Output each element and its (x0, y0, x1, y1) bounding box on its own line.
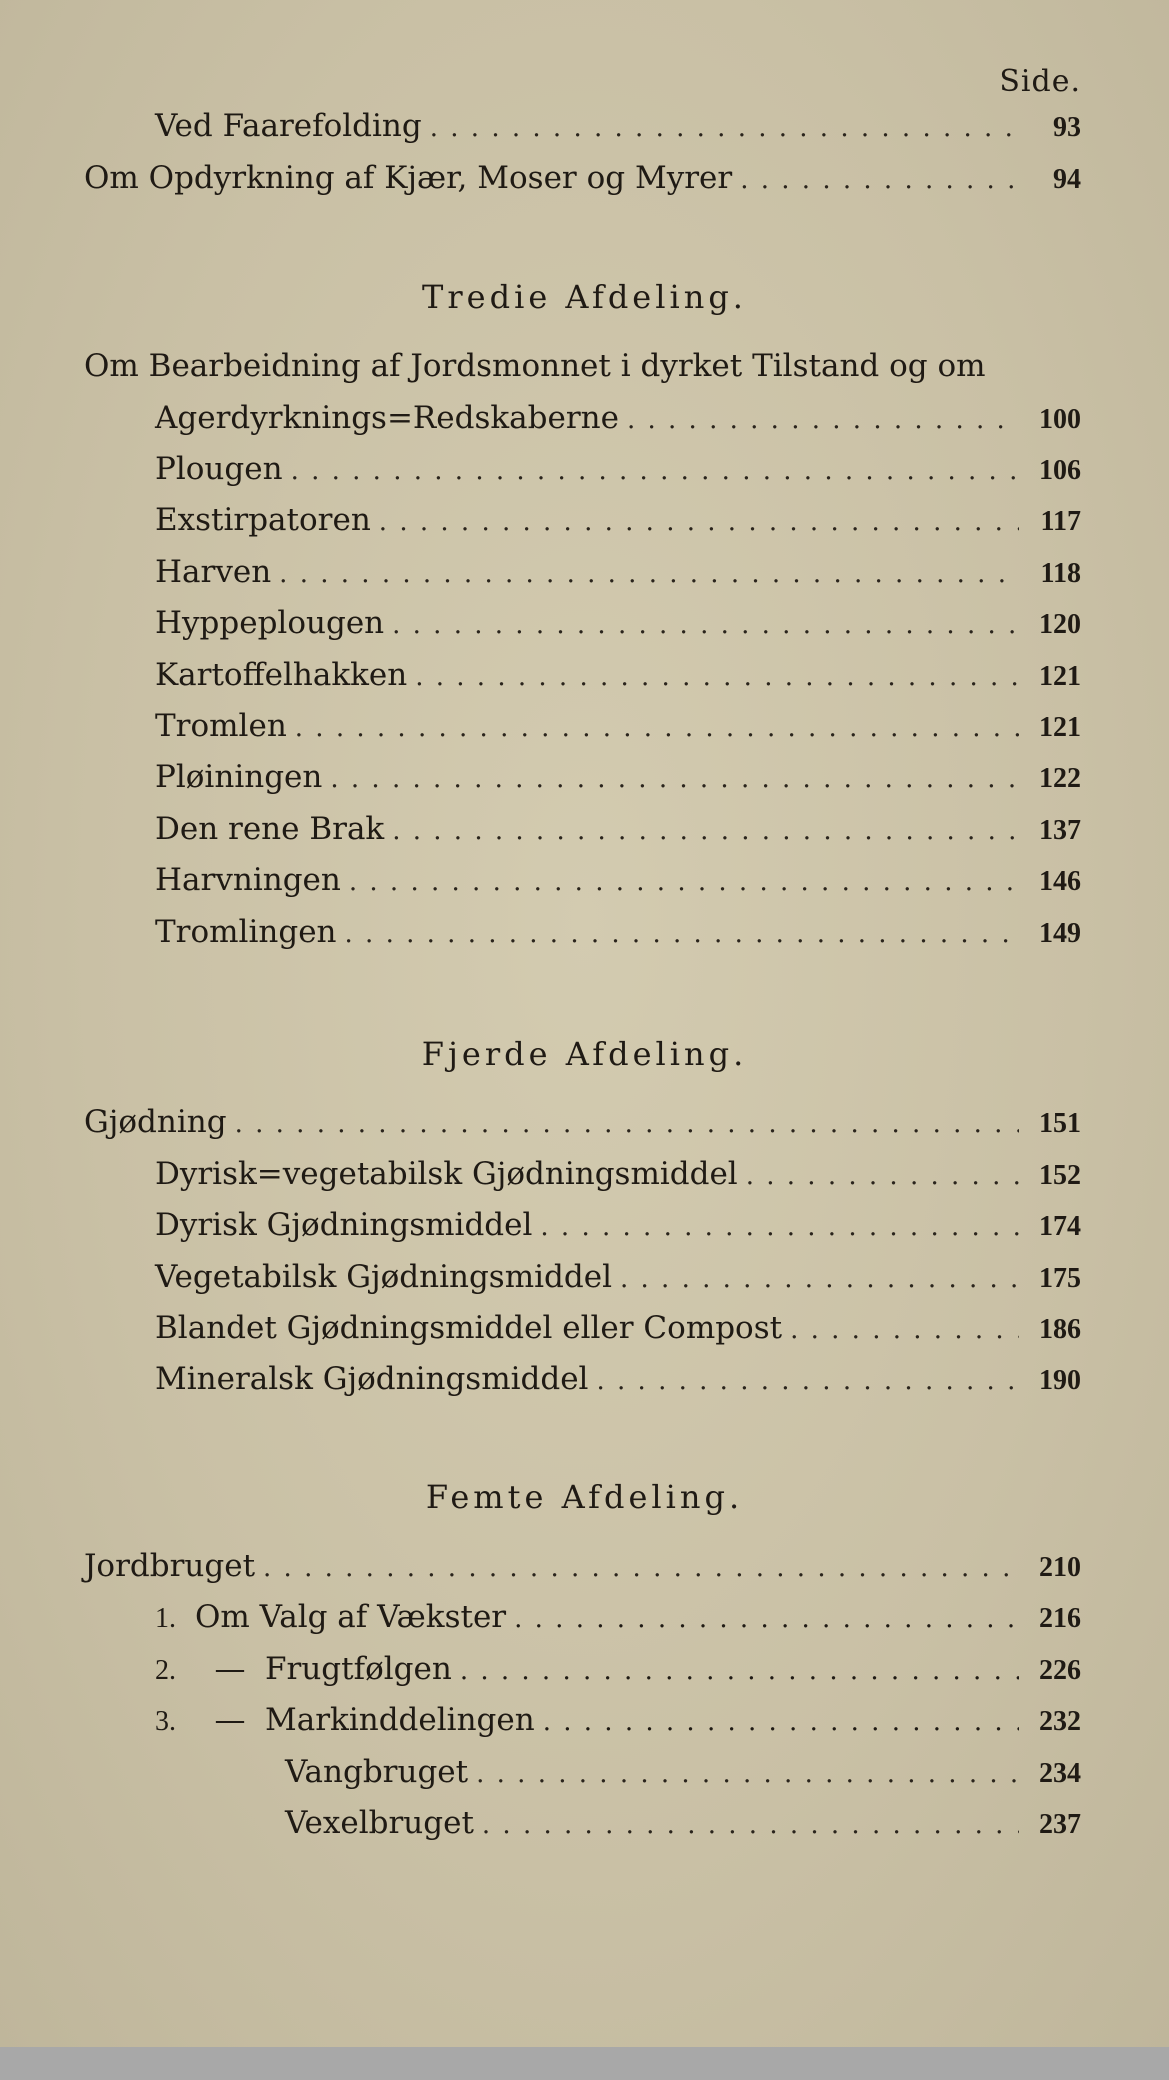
leader-dots (482, 1805, 1019, 1845)
leader-dots (345, 914, 1019, 954)
entry-number: 1. (155, 1603, 176, 1634)
entry-label: Exstirpatoren (155, 502, 371, 538)
leader-dots (740, 160, 1019, 200)
entry-page-number: 146 (1039, 866, 1081, 897)
toc-entry (155, 106, 1081, 146)
toc-entry (84, 1546, 1081, 1586)
toc-entry (155, 809, 1081, 849)
entry-page-number: 117 (1040, 506, 1081, 537)
toc-entry (84, 1102, 1081, 1142)
entry-label: Agerdyrknings=Redskaberne (155, 400, 619, 436)
leader-dots (349, 862, 1019, 902)
toc-numbered-entry (155, 1597, 1081, 1637)
leader-dots (543, 1702, 1019, 1742)
toc-sub-entry (285, 1803, 1081, 1843)
leader-dots (379, 502, 1019, 542)
toc-entry (155, 1308, 1081, 1348)
toc-entry (155, 449, 1081, 489)
leader-dots (514, 1599, 1019, 1639)
leader-dots (790, 1310, 1019, 1350)
entry-label: Om Valg af Vækster (195, 1599, 507, 1635)
entry-label: Mineralsk Gjødningsmiddel (155, 1361, 589, 1397)
entry-label: Plougen (155, 451, 283, 487)
toc-entry (155, 1359, 1081, 1399)
entry-label: Pløiningen (155, 759, 323, 795)
leader-dots (295, 708, 1019, 748)
entry-page-number: 232 (1039, 1706, 1081, 1737)
entry-number: 3. (155, 1706, 176, 1737)
ditto-dash: — (214, 1651, 246, 1687)
section-heading: Fjerde Afdeling. (421, 1035, 748, 1073)
leader-dots (746, 1156, 1019, 1196)
entry-label: Ved Faarefolding (155, 108, 422, 144)
ditto-dash: — (214, 1702, 246, 1738)
leader-dots (596, 1361, 1019, 1401)
entry-number: 2. (155, 1655, 176, 1686)
toc-entry (155, 860, 1081, 900)
section-heading: Femte Afdeling. (425, 1478, 744, 1516)
entry-label: Blandet Gjødningsmiddel eller Compost (155, 1310, 783, 1346)
entry-page-number: 210 (1039, 1552, 1081, 1583)
entry-page-number: 121 (1039, 712, 1081, 743)
entry-page-number: 216 (1039, 1603, 1081, 1634)
entry-page-number: 120 (1039, 609, 1081, 640)
entry-page-number: 175 (1039, 1263, 1081, 1294)
entry-label: Jordbruget (84, 1548, 256, 1584)
toc-entry (84, 158, 1081, 198)
leader-dots (620, 1259, 1019, 1299)
toc-entry (155, 1257, 1081, 1297)
entry-label: Markinddelingen (265, 1702, 535, 1738)
toc-numbered-entry (155, 1700, 1081, 1740)
entry-page-number: 100 (1039, 404, 1081, 435)
leader-dots (415, 657, 1019, 697)
leader-dots (392, 811, 1019, 851)
entry-page-number: 190 (1039, 1365, 1081, 1396)
entry-label: Hyppeplougen (155, 605, 385, 641)
toc-entry (155, 552, 1081, 592)
page-column-header: Side. (999, 64, 1081, 99)
entry-label: Den rene Brak (155, 811, 385, 847)
leader-dots (291, 451, 1019, 491)
entry-label: Om Bearbeidning af Jordsmonnet i dyrket Tilstand og om (84, 348, 986, 384)
entry-label: Harven (155, 554, 272, 590)
scan-border-strip (0, 2047, 1169, 2080)
entry-label: Harvningen (155, 862, 341, 898)
entry-label: Frugtfølgen (265, 1651, 452, 1687)
entry-label: Gjødning (84, 1104, 227, 1140)
leader-dots (627, 400, 1019, 440)
entry-page-number: 149 (1039, 918, 1081, 949)
entry-label: Dyrisk Gjødningsmiddel (155, 1207, 533, 1243)
leader-dots (540, 1207, 1019, 1247)
toc-entry (155, 912, 1081, 952)
entry-page-number: 234 (1039, 1758, 1081, 1789)
leader-dots (330, 759, 1019, 799)
entry-page-number: 106 (1039, 455, 1081, 486)
leader-dots (460, 1651, 1019, 1691)
entry-page-number: 121 (1039, 661, 1081, 692)
toc-sub-entry (285, 1752, 1081, 1792)
leader-dots (235, 1104, 1019, 1144)
entry-page-number: 186 (1039, 1314, 1081, 1345)
leader-dots (392, 605, 1019, 645)
section-heading: Tredie Afdeling. (422, 278, 747, 316)
toc-entry (155, 655, 1081, 695)
toc-entry (155, 1205, 1081, 1245)
entry-page-number: 226 (1039, 1655, 1081, 1686)
entry-label: Vexelbruget (285, 1805, 474, 1841)
toc-entry (155, 500, 1081, 540)
entry-label: Om Opdyrkning af Kjær, Moser og Myrer (84, 160, 733, 196)
entry-label: Vegetabilsk Gjødningsmiddel (155, 1259, 612, 1295)
toc-entry (155, 757, 1081, 797)
toc-entry (155, 398, 1081, 438)
entry-label: Tromlingen (155, 914, 337, 950)
entry-label: Dyrisk=vegetabilsk Gjødningsmiddel (155, 1156, 738, 1192)
entry-label: Kartoffelhakken (155, 657, 408, 693)
leader-dots (476, 1754, 1019, 1794)
entry-page-number: 137 (1039, 815, 1081, 846)
entry-page-number: 152 (1039, 1160, 1081, 1191)
toc-entry (155, 706, 1081, 746)
entry-page-number: 93 (1053, 112, 1081, 143)
entry-page-number: 94 (1053, 164, 1081, 195)
toc-entry (155, 1154, 1081, 1194)
leader-dots (279, 554, 1019, 594)
entry-page-number: 237 (1039, 1809, 1081, 1840)
toc-entry-intro (84, 346, 1081, 386)
entry-page-number: 174 (1039, 1211, 1081, 1242)
toc-entry (155, 603, 1081, 643)
entry-page-number: 118 (1040, 558, 1081, 589)
leader-dots (263, 1548, 1019, 1588)
entry-label: Vangbruget (285, 1754, 469, 1790)
entry-page-number: 122 (1039, 763, 1081, 794)
entry-label: Tromlen (155, 708, 287, 744)
leader-dots (430, 108, 1019, 148)
toc-numbered-entry (155, 1649, 1081, 1689)
entry-page-number: 151 (1039, 1108, 1081, 1139)
